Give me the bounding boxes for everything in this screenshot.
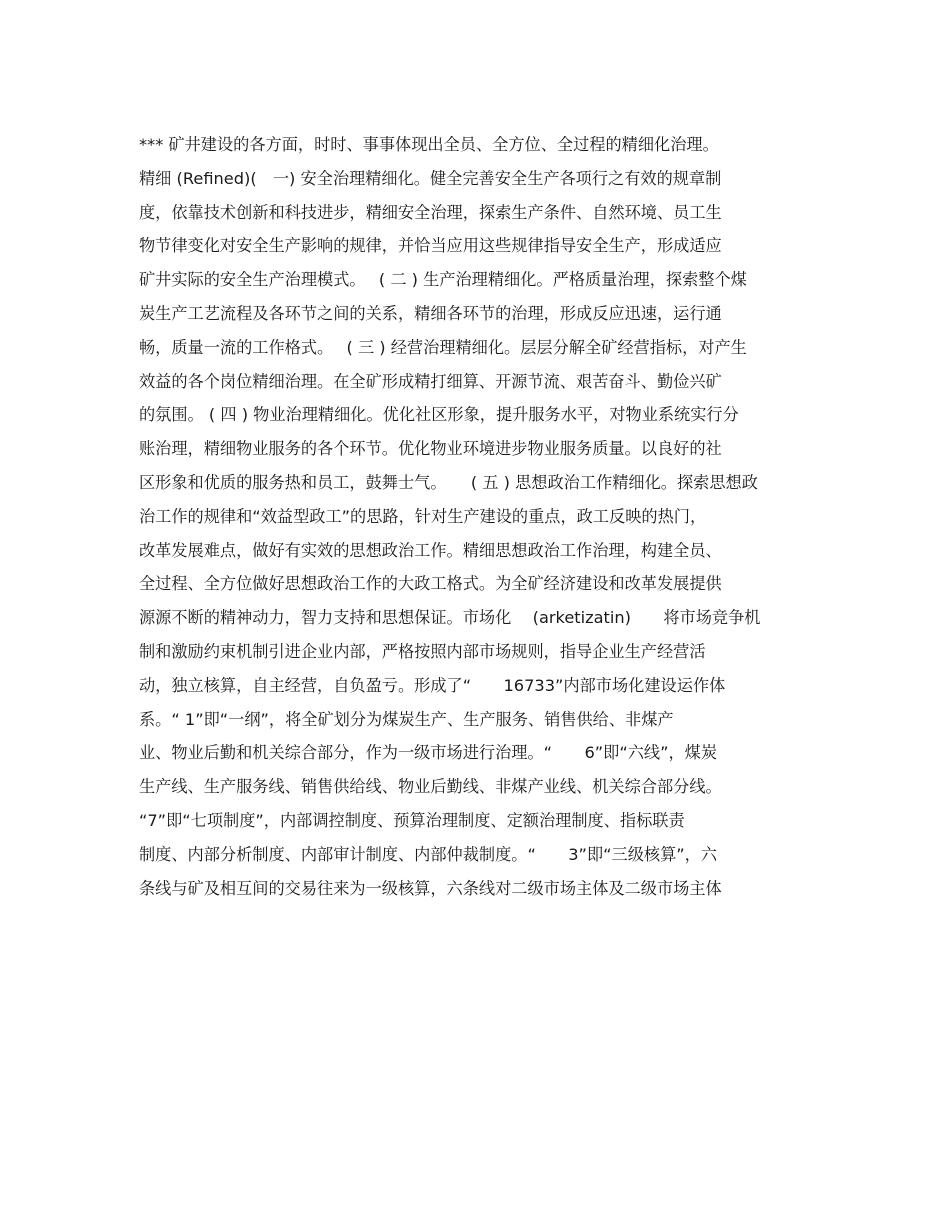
text-line: 全过程、全方位做好思想政治工作的大政工格式。为全矿经济建设和改革发展提供 — [139, 574, 722, 594]
text-line: 系。“ 1”即“一纲”，将全矿划分为煤炭生产、生产服务、销售供给、非煤产 — [139, 709, 674, 729]
text-line: *** 矿井建设的各方面，时时、事事体现出全员、全方位、全过程的精细化治理。 — [139, 135, 719, 154]
text-line: 物节律变化对安全生产影响的规律，并恰当应用这些规律指导安全生产，形成适应 — [139, 236, 722, 256]
body-text — [139, 128, 819, 905]
text-line: 生产线、生产服务线、销售供给线、物业后勤线、非煤产业线、机关综合部分线。 — [139, 777, 722, 797]
text-line: 制度、内部分析制度、内部审计制度、内部仲裁制度。“ 3”即“三级核算”，六 — [139, 844, 718, 864]
text-line: 畅，质量一流的工作格式。 ( 三 ) 经营治理精细化。层层分解全矿经营指标，对产生 — [139, 337, 747, 357]
text-line: 条线与矿及相互间的交易往来为一级核算，六条线对二级市场主体及二级市场主体 — [139, 878, 722, 898]
text-line: “7”即“七项制度”，内部调控制度、预算治理制度、定额治理制度、指标联责 — [139, 810, 685, 830]
text-line: 改革发展难点，做好有实效的思想政治工作。精细思想政治工作治理，构建全员、 — [139, 540, 722, 560]
text-line: 矿井实际的安全生产治理模式。 ( 二 ) 生产治理精细化。严格质量治理，探索整个煤 — [139, 270, 747, 290]
text-line: 账治理，精细物业服务的各个环节。优化物业环境进步物业服务质量。以良好的社 — [139, 439, 722, 459]
text-line: 区形象和优质的服务热和员工，鼓舞士气。 ( 五 ) 思想政治工作精细化。探索思想政 — [139, 472, 758, 492]
text-line: 动，独立核算，自主经营，自负盈亏。形成了“ 16733”内部市场化建设运作体 — [139, 675, 726, 695]
text-line: 制和激励约束机制引进企业内部，严格按照内部市场规则，指导企业生产经营活 — [139, 641, 706, 661]
text-line: 效益的各个岗位精细治理。在全矿形成精打细算、开源节流、艰苦奋斗、勤俭兴矿 — [139, 371, 722, 391]
text-line: 治工作的规律和“效益型政工”的思路，针对生产建设的重点，政工反映的热门， — [139, 506, 707, 526]
text-line: 度，依靠技术创新和科技进步，精细安全治理，探索生产条件、自然环境、员工生 — [139, 202, 722, 222]
text-line: 的氛围。 ( 四 ) 物业治理精细化。优化社区形象，提升服务水平，对物业系统实行分 — [139, 405, 739, 425]
text-line: 源源不断的精神动力，智力支持和思想保证。市场化 (arketizatin) 将市场竞争机 — [139, 608, 761, 628]
text-line: 业、物业后勤和机关综合部分，作为一级市场进行治理。“ 6”即“六线”，煤炭 — [139, 743, 718, 763]
text-line: 精细 (Refined)( 一) 安全治理精细化。健全完善安全生产各项行之有效的规章制 — [139, 168, 722, 188]
text-line: 炭生产工艺流程及各环节之间的关系，精细各环节的治理，形成反应迅速，运行通 — [139, 303, 722, 323]
